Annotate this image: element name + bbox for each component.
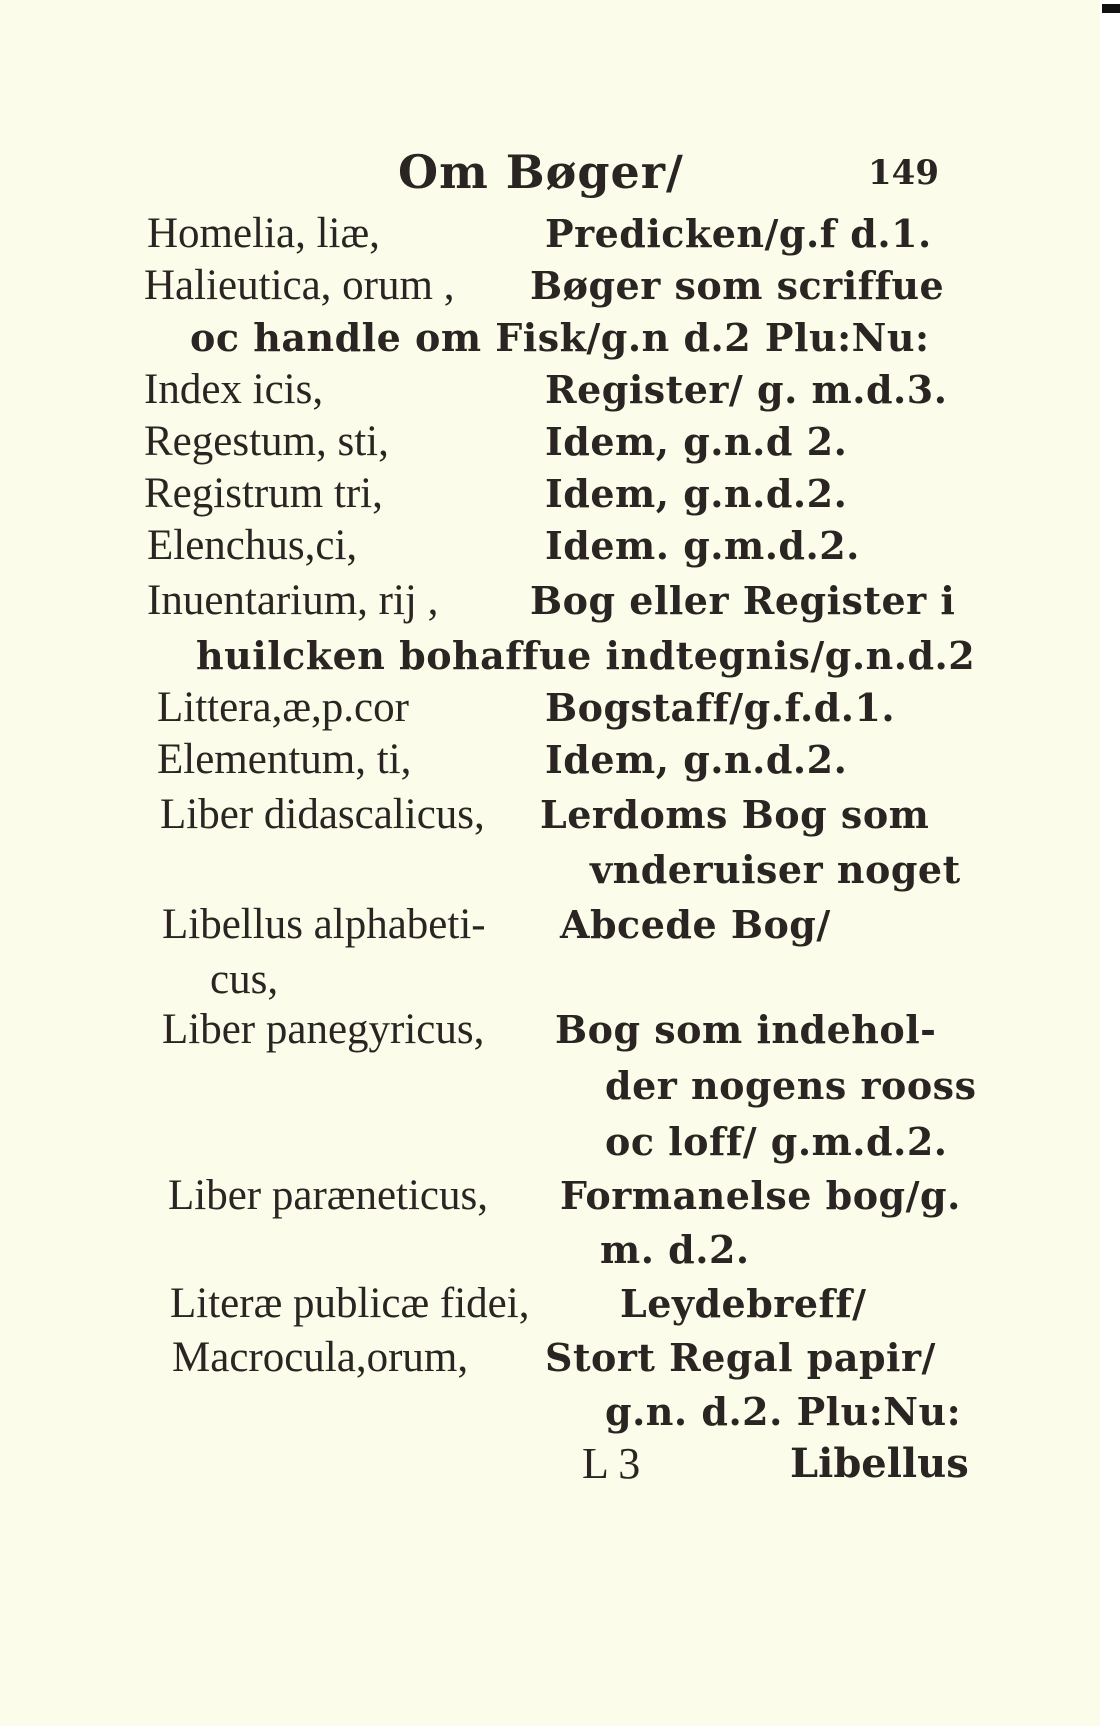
entry-row [0,1058,1100,1114]
danish-gloss: oc loff/ g.m.d.2. [605,1119,948,1164]
entry-row [0,414,1100,470]
latin-headword: Homelia, liæ, [147,210,380,257]
latin-headword: Literæ publicæ fidei, [170,1280,530,1327]
danish-gloss: Idem, g.n.d.2. [545,737,848,782]
entry-row [0,787,1100,843]
entry-row [0,897,1100,953]
entry-row [0,1384,1100,1440]
danish-gloss: Predicken/g.f d.1. [545,211,932,256]
entry-row [0,518,1100,574]
entry-row [0,842,1100,898]
latin-headword: Liber didascalicus, [160,791,485,838]
signature-mark: L 3 [582,1439,641,1488]
entry-row [0,1276,1100,1332]
entry-row [0,258,1100,314]
danish-gloss: Bog som indehol- [555,1007,937,1052]
entry-row [0,1222,1100,1278]
latin-headword: Index icis, [144,366,324,413]
latin-headword: cus, [210,956,279,1003]
danish-gloss: Leydebreff/ [620,1281,867,1326]
latin-headword: Elenchus,ci, [147,522,358,569]
latin-headword: Halieutica, orum , [144,262,455,309]
scan-margin [1100,0,1120,1726]
danish-gloss: Stort Regal papir/ [545,1335,936,1380]
catchword: Libellus [790,1440,969,1487]
latin-headword: Libellus alphabeti- [162,901,486,948]
latin-headword: Liber panegyricus, [162,1006,485,1053]
latin-headword: Macrocula,orum, [172,1334,469,1381]
danish-gloss: Formanelse bog/g. [560,1173,961,1218]
entry-row [0,628,1100,684]
latin-headword: Liber paræneticus, [168,1172,489,1219]
entry-row [0,206,1100,262]
danish-gloss: vnderuiser noget [590,847,961,892]
danish-gloss: huilcken bohaffue indtegnis/g.n.d.2 [196,633,976,678]
entry-row [0,362,1100,418]
entry-row [0,732,1100,788]
danish-gloss: oc handle om Fisk/g.n d.2 Plu:Nu: [190,315,930,360]
danish-gloss: Bøger som scriffue [530,263,945,308]
entry-row [0,466,1100,522]
latin-headword: Littera,æ,p.cor [157,684,409,731]
danish-gloss: Lerdoms Bog som [540,792,930,837]
scan-corner-mark [1102,4,1120,13]
latin-headword: Inuentarium, rij , [147,577,439,624]
danish-gloss: m. d.2. [600,1227,750,1272]
latin-headword: Registrum tri, [144,470,383,517]
page-number: 149 [868,153,939,193]
entry-row [0,680,1100,736]
latin-headword: Elementum, ti, [157,736,412,783]
entry-row [0,1168,1100,1224]
danish-gloss: der nogens rooss [605,1063,977,1108]
entry-row [0,1330,1100,1386]
entry-row [0,1114,1100,1170]
danish-gloss: Idem. g.m.d.2. [545,523,860,568]
entry-row [0,310,1100,366]
danish-gloss: Idem, g.n.d.2. [545,471,848,516]
entry-row [0,1002,1100,1058]
danish-gloss: Idem, g.n.d 2. [545,419,848,464]
page-header [0,145,1100,205]
entry-row [0,573,1100,629]
danish-gloss: Abcede Bog/ [560,902,831,947]
running-head: Om Bøger/ [398,145,684,199]
danish-gloss: Register/ g. m.d.3. [545,367,948,412]
danish-gloss: Bogstaff/g.f.d.1. [545,685,896,730]
entry-row [0,952,1100,1008]
danish-gloss: g.n. d.2. Plu:Nu: [605,1389,962,1434]
danish-gloss: Bog eller Register i [530,578,956,623]
latin-headword: Regestum, sti, [144,418,389,465]
